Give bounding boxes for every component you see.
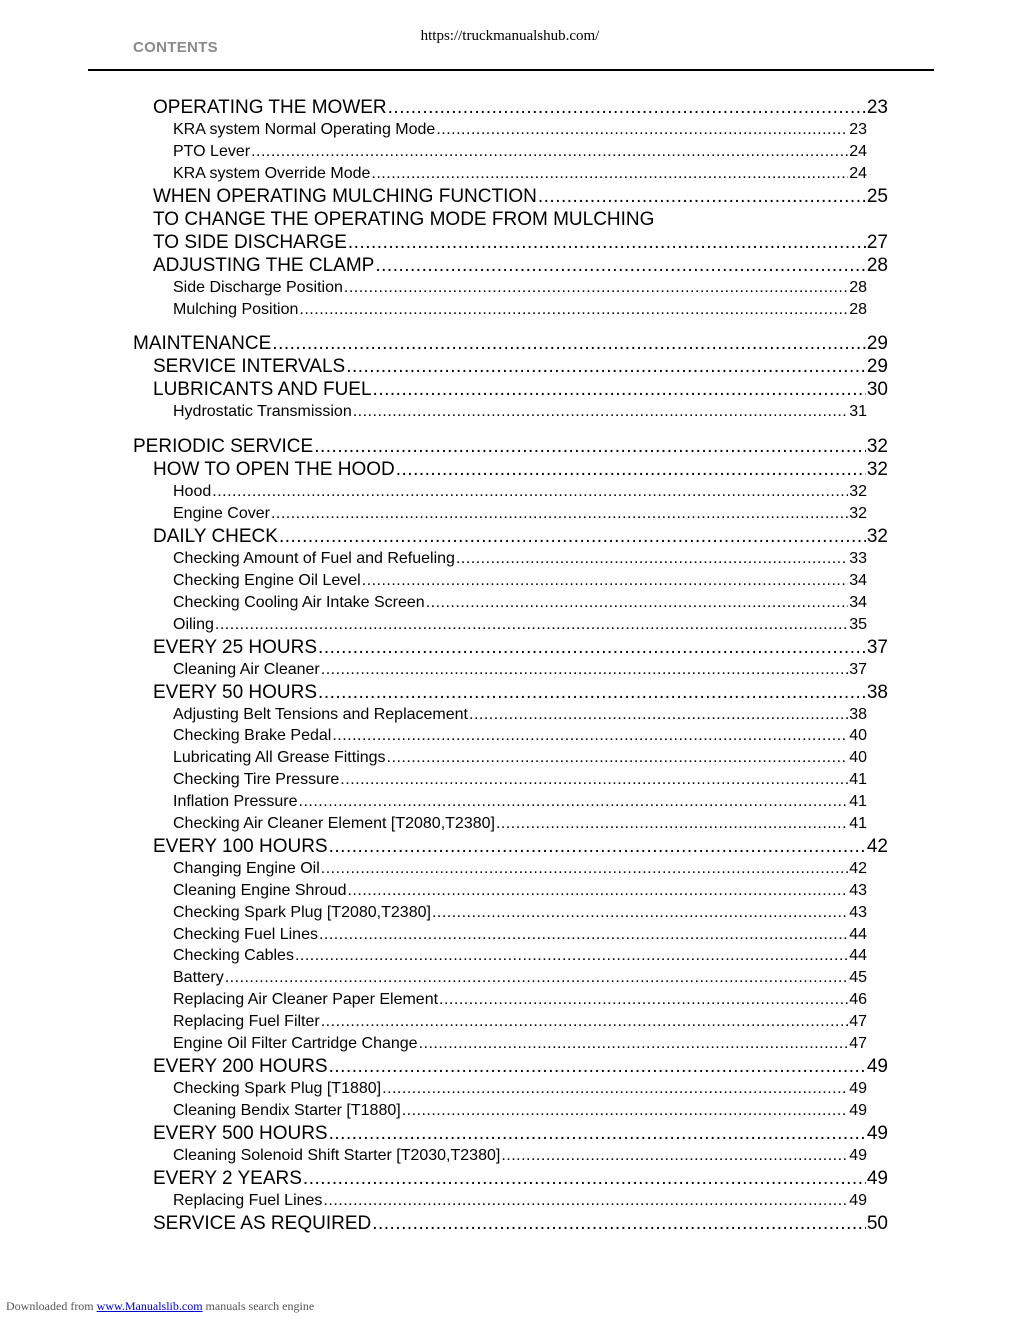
toc-leader-dots xyxy=(362,570,849,592)
toc-leader-dots xyxy=(456,548,848,570)
toc-entry-page: 40 xyxy=(849,727,867,745)
toc-entry[interactable] xyxy=(133,614,867,636)
toc-entry[interactable] xyxy=(133,458,888,481)
toc-entry-title: EVERY 100 HOURS xyxy=(153,835,328,857)
toc-entry-title: EVERY 500 HOURS xyxy=(153,1122,328,1144)
toc-entry-title: KRA system Override Mode xyxy=(173,164,371,182)
toc-leader-dots xyxy=(348,231,866,254)
toc-entry[interactable] xyxy=(133,945,867,967)
toc-entry-title: Checking Spark Plug [T2080,T2380] xyxy=(173,903,431,921)
toc-entry-title: Inflation Pressure xyxy=(173,793,298,811)
toc-entry-title: EVERY 200 HOURS xyxy=(153,1055,328,1077)
toc-entry-title: SERVICE INTERVALS xyxy=(153,356,346,378)
toc-entry-page: 32 xyxy=(866,459,888,481)
toc-leader-dots xyxy=(329,835,866,858)
toc-leader-dots xyxy=(251,141,848,163)
toc-leader-dots xyxy=(346,355,866,378)
toc-leader-dots xyxy=(439,989,848,1011)
toc-entry-title: ADJUSTING THE CLAMP xyxy=(153,254,375,276)
toc-entry[interactable] xyxy=(133,119,867,141)
toc-entry-page: 49 xyxy=(866,1167,888,1189)
toc-entry-page: 34 xyxy=(849,593,867,611)
toc-leader-dots xyxy=(375,254,866,277)
toc-entry-title: KRA system Normal Operating Mode xyxy=(173,121,436,138)
toc-entry[interactable] xyxy=(133,231,888,254)
toc-entry-title: TO SIDE DISCHARGE xyxy=(153,231,347,253)
toc-leader-dots xyxy=(371,163,848,185)
toc-entry-title: Replacing Air Cleaner Paper Element xyxy=(173,991,439,1009)
toc-leader-dots xyxy=(402,1100,849,1122)
toc-entry-page: 35 xyxy=(849,615,867,633)
toc-entry[interactable] xyxy=(133,1033,867,1055)
toc-entry-page: 49 xyxy=(866,1122,888,1144)
toc-entry[interactable] xyxy=(133,1078,867,1100)
toc-entry-page: 29 xyxy=(866,356,888,378)
toc-entry[interactable] xyxy=(133,725,867,747)
toc-leader-dots xyxy=(329,1055,866,1078)
toc-leader-dots xyxy=(272,332,866,355)
toc-entry-title: DAILY CHECK xyxy=(153,526,278,548)
toc-entry[interactable] xyxy=(133,1055,888,1078)
toc-entry-page: 24 xyxy=(849,164,867,182)
toc-entry-title: Checking Cables xyxy=(173,947,294,965)
toc-entry-page: 50 xyxy=(866,1212,888,1234)
toc-entry-title: LUBRICANTS AND FUEL xyxy=(153,379,372,401)
toc-leader-dots xyxy=(469,704,848,726)
toc-entry-page: 32 xyxy=(849,483,867,501)
toc-leader-dots xyxy=(321,858,848,880)
toc-leader-dots xyxy=(299,299,848,321)
toc-leader-dots xyxy=(329,1122,866,1145)
toc-entry-title: Checking Cooling Air Intake Screen xyxy=(173,593,425,611)
table-of-contents xyxy=(133,96,888,1235)
toc-entry[interactable] xyxy=(133,1011,867,1033)
toc-entry-page: 32 xyxy=(866,436,888,458)
toc-entry-title: Adjusting Belt Tensions and Replacement xyxy=(173,705,468,723)
toc-entry-title: Cleaning Engine Shroud xyxy=(173,881,347,899)
toc-entry[interactable] xyxy=(133,570,867,592)
toc-entry-title: PERIODIC SERVICE xyxy=(133,436,314,458)
toc-entry[interactable] xyxy=(133,791,867,813)
toc-entry-title: WHEN OPERATING MULCHING FUNCTION xyxy=(153,185,537,207)
toc-entry-page: 44 xyxy=(849,925,867,943)
toc-entry[interactable] xyxy=(133,1145,867,1167)
toc-leader-dots xyxy=(225,967,849,989)
toc-entry[interactable] xyxy=(133,1100,867,1122)
toc-entry-page: 43 xyxy=(849,903,867,921)
toc-entry-page: 28 xyxy=(849,300,867,318)
toc-entry-title: Checking Tire Pressure xyxy=(173,771,340,789)
toc-entry-title: MAINTENANCE xyxy=(133,333,272,355)
toc-entry-page: 49 xyxy=(849,1191,867,1209)
toc-entry-page: 47 xyxy=(849,1035,867,1053)
toc-leader-dots xyxy=(340,769,848,791)
toc-entry-title: Checking Amount of Fuel and Refueling xyxy=(173,550,455,568)
toc-entry-page: 28 xyxy=(866,254,888,276)
toc-entry[interactable] xyxy=(133,299,867,321)
toc-entry[interactable] xyxy=(133,332,888,355)
toc-leader-dots xyxy=(496,813,848,835)
toc-entry[interactable] xyxy=(133,659,867,681)
toc-leader-dots xyxy=(501,1145,848,1167)
toc-leader-dots xyxy=(387,747,849,769)
toc-entry[interactable] xyxy=(133,592,867,614)
toc-entry-title: EVERY 50 HOURS xyxy=(153,681,318,703)
toc-leader-dots xyxy=(436,119,848,141)
toc-entry-title: Cleaning Air Cleaner xyxy=(173,660,320,678)
toc-entry-page: 31 xyxy=(849,403,867,421)
manualslib-link[interactable]: www.Manualslib.com xyxy=(96,1299,203,1313)
toc-entry-title: Engine Oil Filter Cartridge Change xyxy=(173,1035,418,1053)
toc-entry-title: Replacing Fuel Filter xyxy=(173,1013,320,1031)
toc-entry[interactable] xyxy=(133,1167,888,1190)
toc-entry-title: EVERY 2 YEARS xyxy=(153,1167,302,1189)
toc-entry-title: Checking Brake Pedal xyxy=(173,727,332,745)
toc-entry-page: 44 xyxy=(849,947,867,965)
toc-entry-page: 49 xyxy=(849,1101,867,1119)
toc-entry-page: 46 xyxy=(849,991,867,1009)
toc-entry-title: Mulching Position xyxy=(173,300,299,318)
toc-leader-dots xyxy=(372,1212,866,1235)
toc-entry-title: Checking Spark Plug [T1880] xyxy=(173,1079,382,1097)
toc-leader-dots xyxy=(538,185,866,208)
toc-leader-dots xyxy=(314,435,866,458)
toc-entry-title: EVERY 25 HOURS xyxy=(153,636,318,658)
toc-entry[interactable] xyxy=(133,548,867,570)
source-url: https://truckmanualshub.com/ xyxy=(420,28,600,44)
toc-entry-page: 45 xyxy=(849,969,867,987)
toc-entry-title: Cleaning Solenoid Shift Starter [T2030,T2380] xyxy=(173,1146,501,1164)
toc-entry-title: TO CHANGE THE OPERATING MODE FROM MULCHING xyxy=(153,208,655,230)
toc-entry[interactable] xyxy=(133,435,888,458)
toc-entry-page: 23 xyxy=(866,97,888,118)
toc-entry-title: Engine Cover xyxy=(173,505,270,523)
toc-leader-dots xyxy=(321,1011,848,1033)
toc-leader-dots xyxy=(388,96,866,119)
toc-entry[interactable] xyxy=(133,401,867,423)
toc-leader-dots xyxy=(396,458,866,481)
toc-entry-title: Side Discharge Position xyxy=(173,278,343,296)
toc-entry-title: Oiling xyxy=(173,615,214,633)
toc-entry-page: 32 xyxy=(849,505,867,523)
toc-entry-title: Cleaning Bendix Starter [T1880] xyxy=(173,1101,401,1119)
toc-entry-page: 40 xyxy=(849,749,867,767)
toc-entry[interactable] xyxy=(133,355,888,378)
toc-entry-page: 42 xyxy=(866,835,888,857)
toc-entry[interactable] xyxy=(133,880,867,902)
toc-entry-page: 41 xyxy=(849,793,867,811)
toc-entry-page: 33 xyxy=(849,550,867,568)
toc-entry-title: Changing Engine Oil xyxy=(173,859,320,877)
toc-entry[interactable] xyxy=(133,503,867,525)
toc-entry[interactable] xyxy=(133,858,867,880)
footer-prefix: Downloaded from xyxy=(6,1299,94,1313)
toc-leader-dots xyxy=(295,945,848,967)
toc-leader-dots xyxy=(323,1190,848,1212)
download-footer xyxy=(6,1299,314,1314)
toc-entry-page: 49 xyxy=(866,1055,888,1077)
toc-entry-page: 34 xyxy=(849,572,867,590)
toc-leader-dots xyxy=(215,614,848,636)
toc-entry-title: Hood xyxy=(173,483,212,501)
toc-leader-dots xyxy=(212,481,848,503)
toc-entry-title: OPERATING THE MOWER xyxy=(153,97,387,118)
toc-entry[interactable] xyxy=(133,525,888,548)
toc-entry-page: 38 xyxy=(849,705,867,723)
toc-leader-dots xyxy=(344,277,848,299)
toc-leader-dots xyxy=(318,636,866,659)
toc-entry-title: Lubricating All Grease Fittings xyxy=(173,749,386,767)
toc-leader-dots xyxy=(373,378,866,401)
toc-entry-page: 29 xyxy=(866,333,888,355)
toc-entry-page: 25 xyxy=(866,185,888,207)
toc-entry-page: 37 xyxy=(866,636,888,658)
toc-entry[interactable] xyxy=(133,141,867,163)
header-divider xyxy=(88,69,934,71)
toc-leader-dots xyxy=(432,902,848,924)
toc-entry-page: 27 xyxy=(866,231,888,253)
toc-entry[interactable] xyxy=(133,989,867,1011)
toc-leader-dots xyxy=(271,503,848,525)
toc-entry[interactable] xyxy=(133,835,888,858)
toc-entry-title: Battery xyxy=(173,969,224,987)
toc-entry-page: 42 xyxy=(849,859,867,877)
toc-entry-page: 41 xyxy=(849,771,867,789)
section-label: CONTENTS xyxy=(133,39,218,56)
toc-entry-title: PTO Lever xyxy=(173,142,251,160)
toc-entry[interactable] xyxy=(133,747,867,769)
toc-leader-dots xyxy=(319,924,848,946)
toc-entry[interactable] xyxy=(133,1190,867,1212)
toc-entry-page: 32 xyxy=(866,526,888,548)
toc-leader-dots xyxy=(353,401,848,423)
toc-entry[interactable] xyxy=(133,185,888,208)
toc-entry-title: Replacing Fuel Lines xyxy=(173,1191,323,1209)
toc-entry-page: 23 xyxy=(849,121,867,138)
toc-entry[interactable] xyxy=(133,769,867,791)
toc-entry[interactable] xyxy=(133,163,867,185)
toc-entry[interactable] xyxy=(133,481,867,503)
toc-entry-page: 38 xyxy=(866,681,888,703)
toc-entry-page: 47 xyxy=(849,1013,867,1031)
toc-leader-dots xyxy=(279,525,866,548)
toc-leader-dots xyxy=(303,1167,866,1190)
toc-entry-title: Checking Fuel Lines xyxy=(173,925,318,943)
toc-entry[interactable] xyxy=(133,902,867,924)
toc-entry-page: 28 xyxy=(849,278,867,296)
toc-leader-dots xyxy=(321,659,848,681)
toc-entry[interactable] xyxy=(133,813,867,835)
toc-entry[interactable] xyxy=(133,277,867,299)
toc-entry-title: Checking Engine Oil Level xyxy=(173,572,361,590)
toc-leader-dots xyxy=(318,681,866,704)
toc-entry-page: 41 xyxy=(849,815,867,833)
toc-leader-dots xyxy=(299,791,849,813)
toc-entry[interactable] xyxy=(133,254,888,277)
toc-entry[interactable] xyxy=(133,1122,888,1145)
toc-entry-page: 49 xyxy=(849,1146,867,1164)
toc-entry-title: HOW TO OPEN THE HOOD xyxy=(153,459,395,481)
toc-entry[interactable] xyxy=(133,96,888,119)
toc-entry[interactable] xyxy=(133,208,888,231)
toc-leader-dots xyxy=(382,1078,848,1100)
toc-entry-title: Hydrostatic Transmission xyxy=(173,403,352,421)
toc-entry[interactable] xyxy=(133,681,888,704)
toc-entry-page: 37 xyxy=(849,660,867,678)
toc-entry-page: 49 xyxy=(849,1079,867,1097)
toc-entry[interactable] xyxy=(133,967,867,989)
toc-entry-title: SERVICE AS REQUIRED xyxy=(153,1212,372,1234)
toc-leader-dots xyxy=(419,1033,849,1055)
toc-entry[interactable] xyxy=(133,924,867,946)
toc-entry[interactable] xyxy=(133,704,867,726)
footer-suffix: manuals search engine xyxy=(205,1299,315,1313)
toc-entry[interactable] xyxy=(133,1212,888,1235)
toc-leader-dots xyxy=(347,880,848,902)
toc-leader-dots xyxy=(332,725,848,747)
toc-entry-page: 24 xyxy=(849,142,867,160)
toc-entry[interactable] xyxy=(133,378,888,401)
toc-entry-page: 30 xyxy=(866,379,888,401)
toc-entry[interactable] xyxy=(133,636,888,659)
toc-entry-title: Checking Air Cleaner Element [T2080,T2380] xyxy=(173,815,495,833)
toc-leader-dots xyxy=(426,592,849,614)
toc-entry-page: 43 xyxy=(849,881,867,899)
